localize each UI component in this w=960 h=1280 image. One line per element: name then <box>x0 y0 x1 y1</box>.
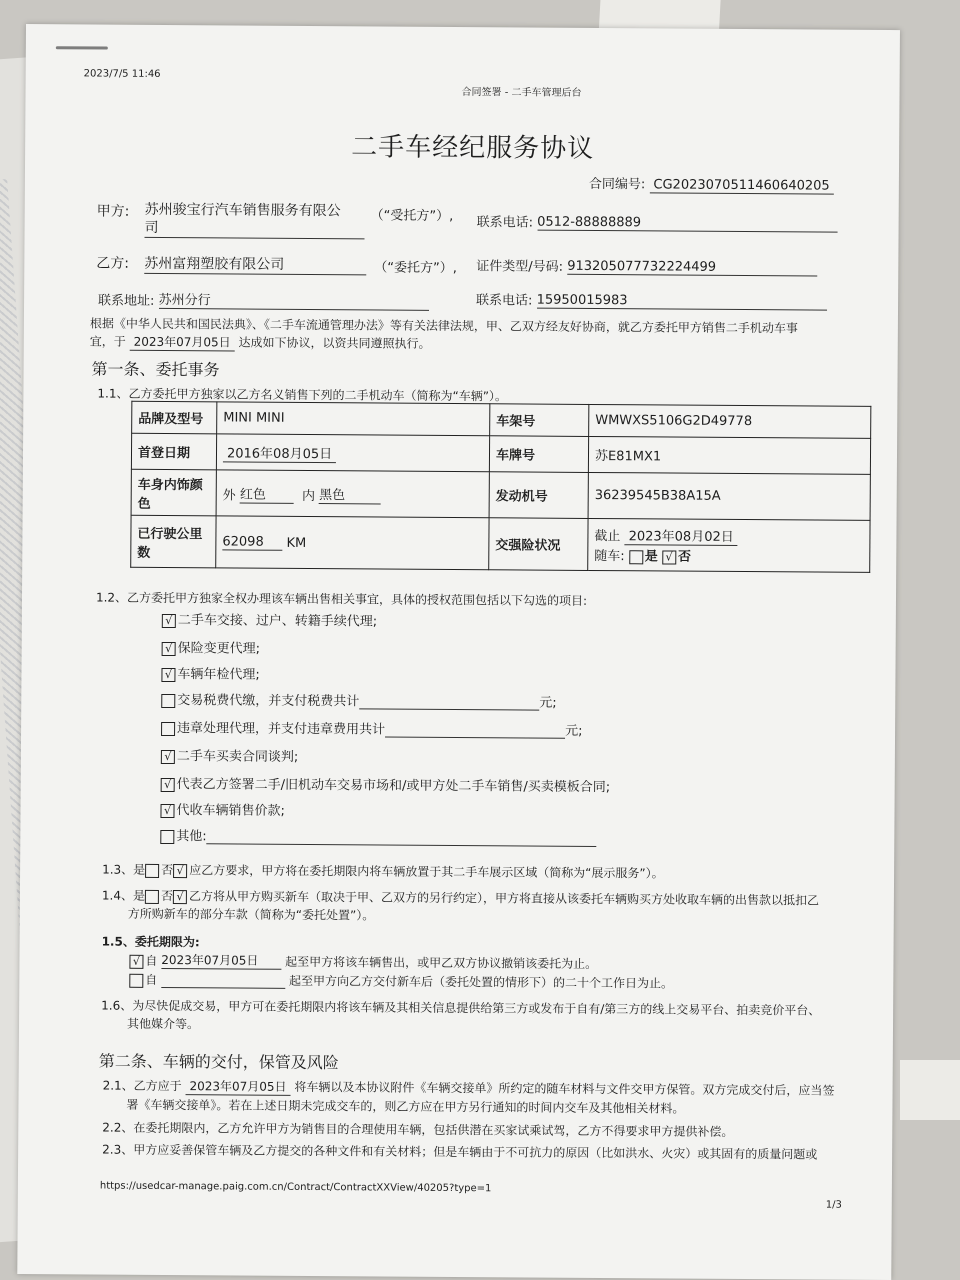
checkbox-checked: √ <box>161 667 175 681</box>
vehicle-info-table <box>130 401 871 573</box>
party-b-phone <box>476 289 827 310</box>
checkbox-checked: √ <box>161 749 175 763</box>
plate-label: 车牌号 <box>489 436 588 473</box>
section2-title: 第二条、车辆的交付，保管及风险 <box>98 1051 339 1073</box>
print-timestamp: 2023/7/5 11:46 <box>83 68 161 80</box>
checkbox-checked: √ <box>162 641 176 655</box>
party-a-name-line2: 司 <box>144 219 159 236</box>
color-cell <box>216 470 489 518</box>
opt1-text: 起至甲方将该车辆售出，或甲乙双方协议撤销该委托为止。 <box>285 954 598 972</box>
opt2-prefix: 自 <box>145 972 158 987</box>
mileage-cell <box>216 516 489 570</box>
blank-line <box>359 696 539 710</box>
section1-title: 第一条、委托事务 <box>91 359 220 380</box>
authorization-item-suffix: 元; <box>565 723 583 739</box>
mileage-value: 62098 <box>222 534 282 550</box>
authorization-item <box>161 717 583 739</box>
checkbox-checked: √ <box>129 954 143 968</box>
party-a-phone-label: 联系电话: <box>476 215 534 231</box>
brand-label: 品牌及型号 <box>132 401 217 434</box>
insurance-label: 交强险状况 <box>489 518 588 571</box>
clause-1-6-line2: 其他媒介等。 <box>126 1016 200 1032</box>
authorization-item <box>160 799 285 819</box>
footer-url: https://usedcar-manage.paig.com.cn/Contract/ContractXXView/40205?type=1 <box>99 1180 492 1195</box>
insurance-date: 2023年08月02日 <box>625 525 738 546</box>
clause-1-4-line2: 方所购新车的部分车款（简称为“委托处置”）。 <box>127 906 375 923</box>
insurance-no: 否 <box>677 549 692 565</box>
party-b-id <box>476 255 817 276</box>
authorization-item-text: 二手车交接、过户、转籍手续代理; <box>177 613 378 630</box>
party-a-name-line1: 苏州骏宝行汽车销售服务有限公 <box>144 201 341 220</box>
authorization-item-text: 其他: <box>176 829 207 845</box>
party-b-id-value: 913205077732224499 <box>567 259 817 277</box>
party-b-role: （“委托方”）, <box>374 260 457 277</box>
party-a-role: （“受托方”）, <box>370 208 454 224</box>
clause-2-1-line2: 署《车辆交接单》。若在上述日期未完成交车的，则乙方应在甲方另行通知的时间内交车及其他相关材料。 <box>126 1097 685 1116</box>
reg-date-label: 首登日期 <box>131 433 216 470</box>
insurance-date-line <box>594 525 863 547</box>
authorization-item-text: 代表乙方签署二手/旧机动车交易市场和/或甲方处二手车销售/买卖模板合同; <box>176 777 611 796</box>
opt2-blank <box>161 987 285 989</box>
reg-date-cell <box>216 434 489 472</box>
mileage-unit: KM <box>286 535 307 551</box>
color-label: 车身内饰颜色 <box>131 469 216 516</box>
clause-1-5-opt2 <box>129 971 673 992</box>
party-a-name <box>145 201 365 240</box>
plate-value: 苏E81MX1 <box>588 436 870 474</box>
clause-1-3-num: 1.3、 <box>102 862 134 877</box>
party-b-phone-value: 15950015983 <box>537 293 827 311</box>
insurance-prefix: 截止 <box>594 528 621 545</box>
checkbox-empty <box>160 829 174 843</box>
clause-1-3-no: 否 <box>161 862 174 878</box>
checkbox-empty <box>145 889 159 903</box>
checkbox-empty <box>161 693 175 707</box>
clause-1-3-yes: 是 <box>133 862 146 877</box>
party-a-label: 甲方: <box>96 203 130 220</box>
checkbox-checked: √ <box>160 803 174 817</box>
clause-2-1-text: 将车辆以及本协议附件《车辆交接单》所约定的随车材料与文件交甲方保管。双方完成交付后，应当签 <box>294 1079 835 1098</box>
authorization-item-text: 代收车辆销售价款; <box>176 803 285 819</box>
checkbox-empty <box>129 973 143 987</box>
clause-1-5-opt1 <box>129 951 597 972</box>
checkbox-checked: √ <box>173 864 187 878</box>
checkbox-checked: √ <box>173 890 187 904</box>
system-title: 合同签署 - 二手车管理后台 <box>461 87 582 99</box>
preamble-suffix: 达成如下协议，以资共同遵照执行。 <box>238 335 431 351</box>
party-b-phone-label: 联系电话: <box>476 293 533 309</box>
party-b-id-label: 证件类型/号码: <box>476 259 564 275</box>
interior-prefix: 内 <box>301 488 316 504</box>
authorization-item <box>161 689 557 711</box>
checkbox-no-checked: √ <box>662 550 676 564</box>
authorization-item <box>161 773 611 795</box>
checkbox-empty <box>161 721 175 735</box>
preamble-date: 2023年07月05日 <box>130 333 235 352</box>
authorization-item-text: 交易税费代缴，并支付税费共计 <box>177 693 360 710</box>
staple <box>56 46 108 49</box>
party-b-address-value: 苏州分行 <box>159 289 429 311</box>
authorization-item-text: 车辆年检代理; <box>177 667 260 683</box>
preamble-line2 <box>90 332 431 352</box>
opt1-date: 2023年07月05日 <box>161 951 281 970</box>
clause-1-1: 1.1、乙方委托甲方独家以乙方名义销售下列的二手机动车（简称为“车辆”）。 <box>97 386 507 404</box>
authorization-item-text: 二手车买卖合同谈判; <box>176 749 299 765</box>
engine-value: 36239545B38A15A <box>588 472 870 520</box>
party-a-phone-value: 0512-88888889 <box>537 215 837 233</box>
blank-line <box>385 725 565 739</box>
party-b-address-label: 联系地址: <box>98 293 155 309</box>
party-a-phone <box>477 211 838 233</box>
contract-number-value: CG2023070511460640205 <box>649 177 833 194</box>
clause-1-4-num: 1.4、 <box>101 888 134 903</box>
authorization-item-text: 保险变更代理; <box>177 641 261 657</box>
preamble-prefix: 宜，于 <box>89 334 126 349</box>
authorization-item <box>161 745 299 765</box>
authorization-item <box>162 609 378 630</box>
brand-value: MINI MINI <box>217 402 490 436</box>
opt2-text: 起至甲方向乙方交付新车后（委托处置的情形下）的二十个工作日为止。 <box>288 973 674 991</box>
clause-1-3-text: 应乙方要求，甲方将在委托期限内将车辆放置于其二手车展示区域（简称为“展示服务”）。 <box>189 863 664 881</box>
authorization-item <box>162 637 261 657</box>
clause-1-4-no: 否 <box>160 888 174 904</box>
authorization-item-text: 违章处理代理，并支付违章费用共计 <box>177 721 386 738</box>
exterior-color: 红色 <box>240 483 294 503</box>
blank-line <box>207 831 597 847</box>
party-b-name: 苏州富翔塑胶有限公司 <box>144 253 366 276</box>
clause-2-2: 2.2、在委托期限内，乙方允许甲方为销售目的合理使用车辆，包括供潜在买家试乘试驾，乙方不得要求甲方提供补偿。 <box>102 1120 734 1139</box>
opt1-prefix: 自 <box>145 953 158 968</box>
background-sheet-corner <box>900 1060 960 1120</box>
vin-label: 车架号 <box>490 404 589 437</box>
insurance-cell <box>588 518 870 572</box>
clause-1-2-intro: 1.2、乙方委托甲方独家全权办理该车辆出售相关事宜，具体的授权范围包括以下勾选的项目: <box>95 590 588 608</box>
clause-2-3: 2.3、甲方应妥善保管车辆及乙方提交的各种文件和有关材料；但是车辆由于不可抗力的原因（比如洪水、火灾）或其固有的质量问题或 <box>102 1142 818 1162</box>
preamble-line1: 根据《中华人民共和国民法典》、《二手车流通管理办法》等有关法律法规，甲、乙双方经友好协商，就乙方委托甲方销售二手机动车事 <box>89 316 798 336</box>
contract-page <box>17 24 900 1280</box>
party-b-label: 乙方: <box>96 255 130 272</box>
clause-1-4-yes: 是 <box>132 888 146 903</box>
engine-label: 发动机号 <box>489 472 588 519</box>
authorization-item <box>160 825 597 847</box>
mileage-label: 已行驶公里数 <box>131 515 216 568</box>
checkbox-empty <box>145 863 159 877</box>
authorization-item <box>161 663 260 683</box>
party-b-address <box>98 289 429 311</box>
clause-1-5-title: 1.5、委托期限为: <box>101 934 200 950</box>
clause-1-3 <box>102 861 664 882</box>
checkbox-checked: √ <box>162 613 176 627</box>
clause-2-1-date: 2023年07月05日 <box>185 1077 290 1096</box>
contract-number <box>589 173 834 195</box>
contract-number-label: 合同编号: <box>588 176 646 193</box>
checkbox-yes-empty <box>629 550 643 564</box>
authorization-item-suffix: 元; <box>539 695 557 711</box>
document-title: 二手车经纪服务协议 <box>351 132 595 164</box>
clause-1-4-text1: 乙方将从甲方购买新车（取决于甲、乙双方的另行约定），甲方将直接从该委托车辆购买方处收取车辆的出售款以抵扣乙 <box>188 889 820 908</box>
exterior-prefix: 外 <box>222 487 236 503</box>
interior-color: 黑色 <box>319 484 381 504</box>
insurance-follow-label: 随车: <box>594 548 625 565</box>
checkbox-checked: √ <box>161 777 175 791</box>
insurance-yes: 是 <box>644 549 658 565</box>
insurance-follow-line <box>594 545 863 566</box>
clause-1-6-line1: 1.6、为尽快促成交易，甲方可在委托期限内将该车辆及其相关信息提供给第三方或发布于自有/第三方的线上交易平台、拍卖竞价平台、 <box>101 998 821 1018</box>
vin-value: WMWXS5106G2D49778 <box>589 404 871 438</box>
reg-date-value: 2016年08月05日 <box>223 442 336 463</box>
page-number: 1/3 <box>825 1199 842 1211</box>
clause-2-1-prefix: 2.1、乙方应于 <box>102 1078 182 1094</box>
